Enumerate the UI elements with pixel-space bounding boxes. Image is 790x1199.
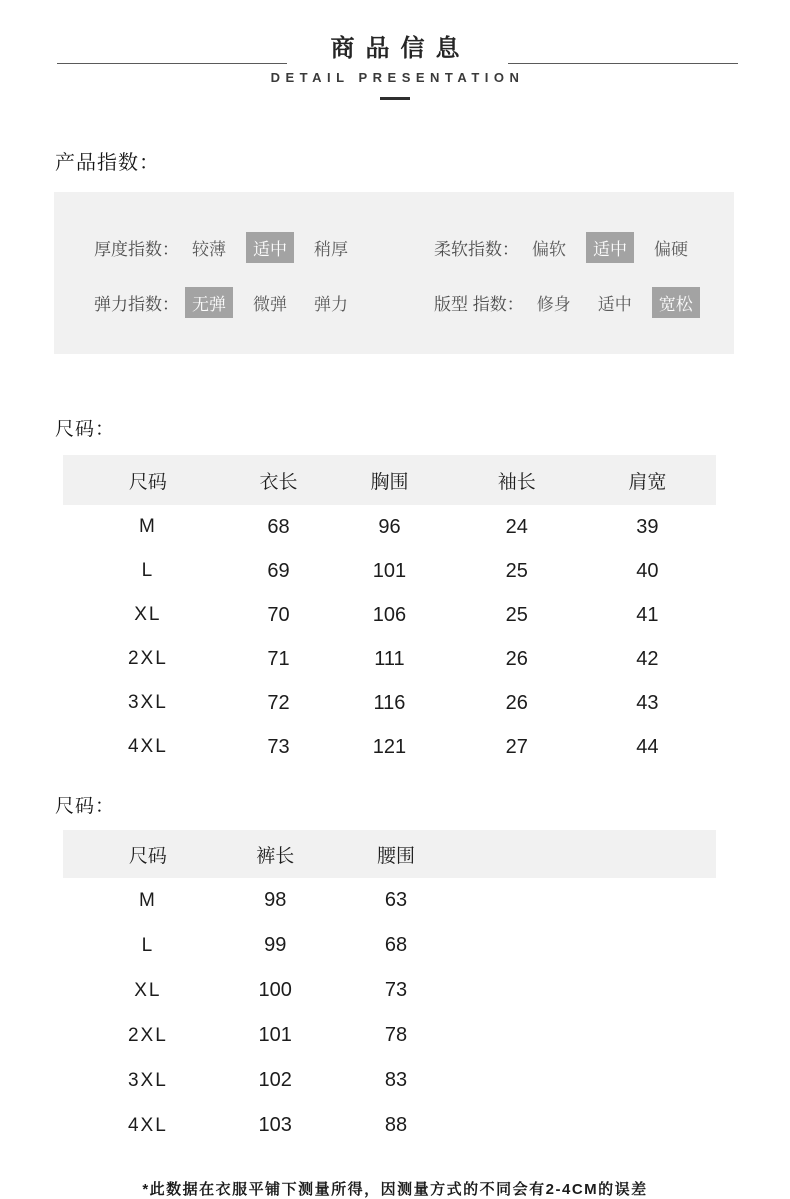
table-row (63, 681, 716, 725)
table-cell-value: 26 (505, 647, 528, 670)
table-cell-value: 111 (374, 647, 405, 670)
index-option: 较薄 (192, 240, 226, 259)
index-option: 微弹 (253, 295, 287, 314)
table-row (63, 968, 716, 1013)
index-option: 偏软 (532, 240, 566, 259)
table-cell-value: 98 (264, 889, 287, 911)
table-cell-size: 3XL (127, 692, 168, 713)
table-cell-size: 3XL (127, 1069, 168, 1091)
table-cell-value: 103 (258, 1114, 292, 1136)
table-cell-size: 4XL (127, 736, 168, 757)
table-cell-size: 2XL (127, 648, 168, 669)
table-cell-value: 25 (505, 559, 528, 582)
table-header-cell: 胸围 (370, 471, 409, 493)
index-option: 适中 (597, 295, 632, 314)
table-cell-value: 41 (636, 603, 659, 626)
page-title: 商品信息 (330, 35, 471, 62)
table-row (63, 593, 716, 637)
table-cell-value: 73 (384, 979, 408, 1001)
table-row (63, 1103, 716, 1148)
table-cell-value: 102 (258, 1069, 292, 1091)
table-header-cell: 袖长 (497, 471, 536, 493)
header-divider-left (57, 63, 287, 64)
table-cell-value: 63 (384, 889, 408, 911)
table-cell-value: 40 (636, 559, 659, 582)
index-option: 稍厚 (314, 240, 348, 259)
table-cell-value: 116 (373, 691, 406, 714)
table-cell-value: 78 (384, 1024, 408, 1046)
index-option-selected: 无弹 (185, 287, 233, 318)
index-row-label: 柔软指数： (434, 240, 519, 259)
table-header-cell: 肩宽 (628, 471, 667, 493)
table-cell-value: 69 (267, 559, 290, 582)
table-cell-value: 72 (267, 691, 290, 714)
index-option: 偏硬 (654, 240, 688, 259)
index-option-selected: 适中 (246, 232, 294, 263)
header-divider-right (508, 63, 738, 64)
index-option-selected: 宽松 (652, 287, 700, 318)
table-cell-value: 101 (372, 559, 407, 582)
table-header-row (63, 455, 716, 505)
table-cell-size: L (141, 934, 155, 956)
product-index-panel (54, 192, 734, 354)
table-cell-value: 68 (267, 515, 290, 538)
table-row (63, 1013, 716, 1058)
index-option-selected: 适中 (586, 232, 634, 263)
table-row (63, 725, 716, 769)
index-row-label: 版型 指数： (434, 295, 524, 314)
size-table-bottom-section-title: 尺码： (55, 796, 116, 817)
size-table-top-section-title: 尺码： (55, 419, 116, 440)
index-row-0 (54, 232, 394, 263)
table-cell-value: 24 (505, 515, 528, 538)
table-header-cell: 尺码 (128, 845, 167, 867)
table-header-cell: 裤长 (256, 845, 295, 867)
table-row (63, 1058, 716, 1103)
table-cell-value: 88 (384, 1114, 408, 1136)
table-cell-value: 39 (636, 515, 659, 538)
table-cell-value: 70 (267, 603, 290, 626)
header-underline-dash (380, 97, 410, 100)
index-row-1 (394, 232, 734, 263)
table-cell-value: 68 (384, 934, 408, 956)
table-cell-value: 71 (267, 647, 290, 670)
table-row (63, 505, 716, 549)
table-cell-value: 27 (505, 735, 528, 758)
product-index-section-title: 产品指数： (55, 152, 160, 174)
table-row (63, 637, 716, 681)
table-cell-size: XL (134, 979, 162, 1001)
table-cell-value: 100 (258, 979, 292, 1001)
index-option: 修身 (536, 295, 571, 314)
table-cell-size: 2XL (127, 1024, 168, 1046)
table-header-row (63, 830, 716, 878)
table-cell-value: 44 (636, 735, 659, 758)
size-table-top (63, 455, 716, 769)
table-cell-size: M (138, 516, 157, 537)
index-option: 弹力 (314, 295, 348, 314)
index-row-3 (394, 287, 734, 318)
table-cell-value: 106 (372, 603, 407, 626)
table-header-cell: 尺码 (128, 471, 167, 493)
table-cell-value: 121 (372, 735, 407, 758)
measurement-disclaimer: *此数据在衣服平铺下测量所得，因测量方式的不同会有2-4CM的误差 (142, 1181, 648, 1198)
table-cell-value: 43 (636, 691, 659, 714)
table-cell-value: 73 (267, 735, 290, 758)
table-row (63, 923, 716, 968)
page-subtitle: DETAIL PRESENTATION (270, 70, 525, 85)
table-cell-value: 99 (264, 934, 287, 956)
table-cell-size: M (138, 889, 157, 911)
index-row-label: 弹力指数： (94, 295, 179, 314)
table-row (63, 549, 716, 593)
table-cell-value: 42 (636, 647, 659, 670)
table-row (63, 878, 716, 923)
table-header-cell: 腰围 (376, 845, 415, 867)
size-table-bottom (63, 830, 716, 1148)
table-cell-size: 4XL (127, 1114, 168, 1136)
page-header (0, 0, 790, 100)
table-cell-value: 25 (505, 603, 528, 626)
table-cell-value: 96 (378, 515, 401, 538)
table-cell-value: 83 (384, 1069, 408, 1091)
index-row-label: 厚度指数： (94, 240, 179, 259)
table-cell-size: L (141, 560, 155, 581)
table-cell-value: 26 (505, 691, 528, 714)
table-cell-value: 101 (258, 1024, 292, 1046)
table-cell-size: XL (134, 604, 162, 625)
table-header-cell: 衣长 (259, 471, 298, 493)
index-row-2 (54, 287, 394, 318)
